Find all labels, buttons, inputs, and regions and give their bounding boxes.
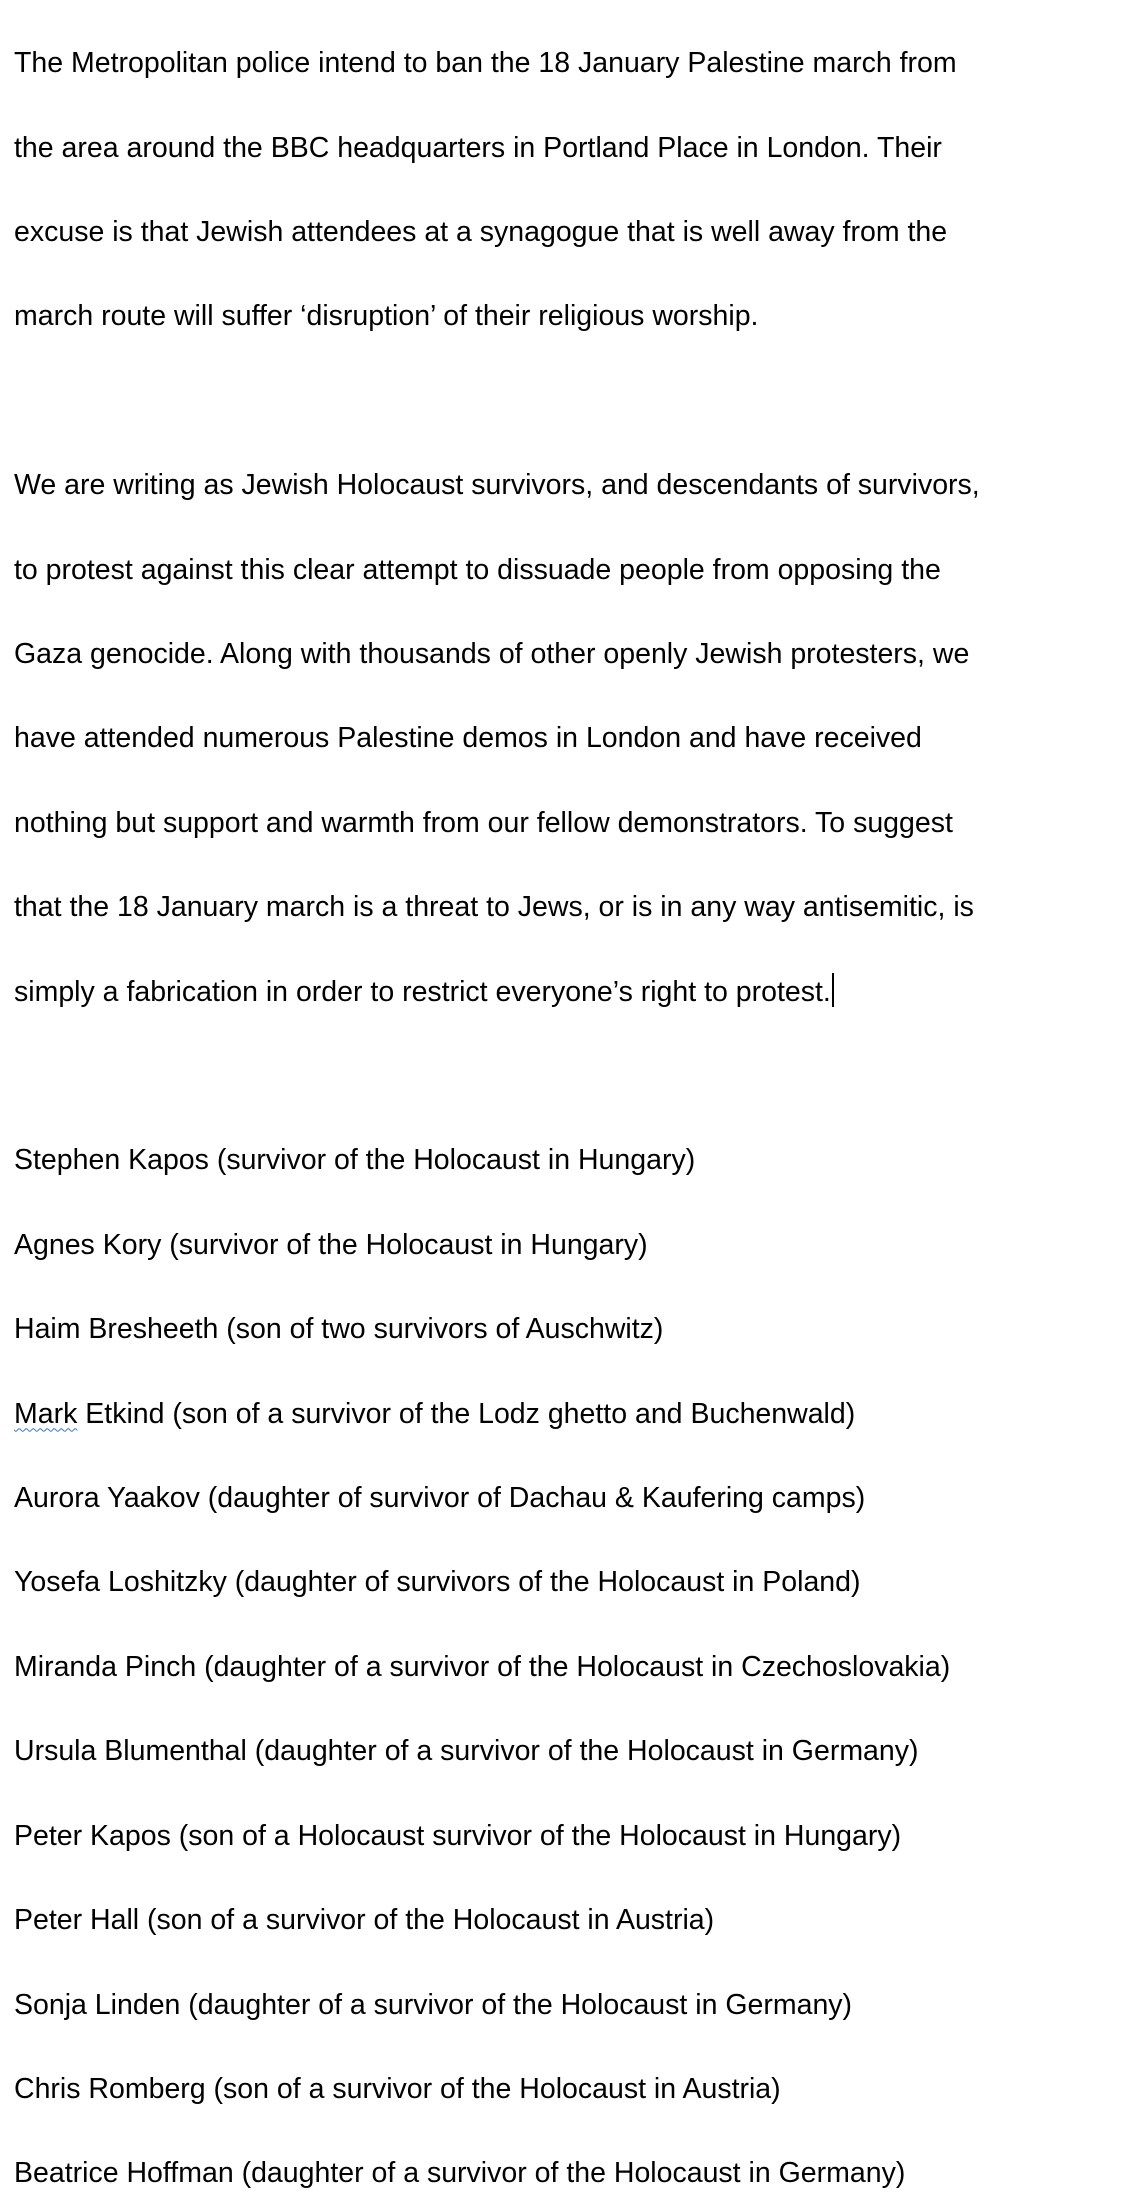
document-body[interactable]: [14, 0, 1118, 2212]
text-line: The Metropolitan police intend to ban the 18 January Palestine march from: [14, 47, 957, 80]
signatory-line: Ursula Blumenthal (daughter of a survivor of the Holocaust in Germany): [14, 1735, 919, 1768]
paragraph-spacer: [14, 380, 1118, 422]
text-cursor: [832, 973, 834, 1007]
signatory-line: Peter Kapos (son of a Holocaust survivor of the Holocaust in Hungary): [14, 1819, 902, 1852]
signatory-list[interactable]: [14, 1097, 1118, 2212]
text-line: nothing but support and warmth from our fellow demonstrators. To suggest: [14, 806, 953, 839]
text-line: that the 18 January march is a threat to Jews, or is in any way antisemitic, is: [14, 891, 974, 924]
paragraph-intro[interactable]: [14, 0, 1118, 380]
signatory-line: [14, 1393, 1118, 1435]
text-line: We are writing as Jewish Holocaust survivors, and descendants of survivors,: [14, 469, 980, 502]
paragraph-spacer: [14, 1055, 1118, 1097]
text-line: simply a fabrication in order to restrict everyone’s right to protest.: [14, 975, 831, 1008]
signatory-line: Chris Romberg (son of a survivor of the Holocaust in Austria): [14, 2072, 781, 2105]
text-line: march route will suffer ‘disruption’ of their religious worship.: [14, 300, 759, 333]
signatory-line: Sonja Linden (daughter of a survivor of the Holocaust in Germany): [14, 1988, 853, 2021]
signatory-line: Stephen Kapos (survivor of the Holocaust in Hungary): [14, 1144, 696, 1177]
signatory-line: Beatrice Hoffman (daughter of a survivor of the Holocaust in Germany): [14, 2157, 906, 2190]
signatory-line: Haim Bresheeth (son of two survivors of Auschwitz): [14, 1313, 664, 1346]
paragraph-statement[interactable]: [14, 422, 1118, 1055]
text-line: excuse is that Jewish attendees at a synagogue that is well away from the: [14, 216, 948, 249]
text-line: have attended numerous Palestine demos in London and have received: [14, 722, 922, 755]
text-line: the area around the BBC headquarters in Portland Place in London. Their: [14, 131, 942, 164]
text-line: to protest against this clear attempt to dissuade people from opposing the: [14, 553, 941, 586]
signatory-line: Miranda Pinch (daughter of a survivor of the Holocaust in Czechoslovakia): [14, 1650, 951, 1683]
signatory-line: Yosefa Loshitzky (daughter of survivors of the Holocaust in Poland): [14, 1566, 861, 1599]
text-line: Gaza genocide. Along with thousands of other openly Jewish protesters, we: [14, 638, 970, 671]
text-line-with-caret: [14, 971, 1118, 1013]
spellcheck-flagged-word[interactable]: Mark: [14, 1397, 78, 1430]
signatory-line: Agnes Kory (survivor of the Holocaust in Hungary): [14, 1228, 648, 1261]
signatory-line-rest: Etkind (son of a survivor of the Lodz ghetto and Buchenwald): [77, 1397, 856, 1430]
signatory-line: Aurora Yaakov (daughter of survivor of Dachau & Kaufering camps): [14, 1482, 866, 1515]
signatory-line: Peter Hall (son of a survivor of the Holocaust in Austria): [14, 1904, 715, 1937]
